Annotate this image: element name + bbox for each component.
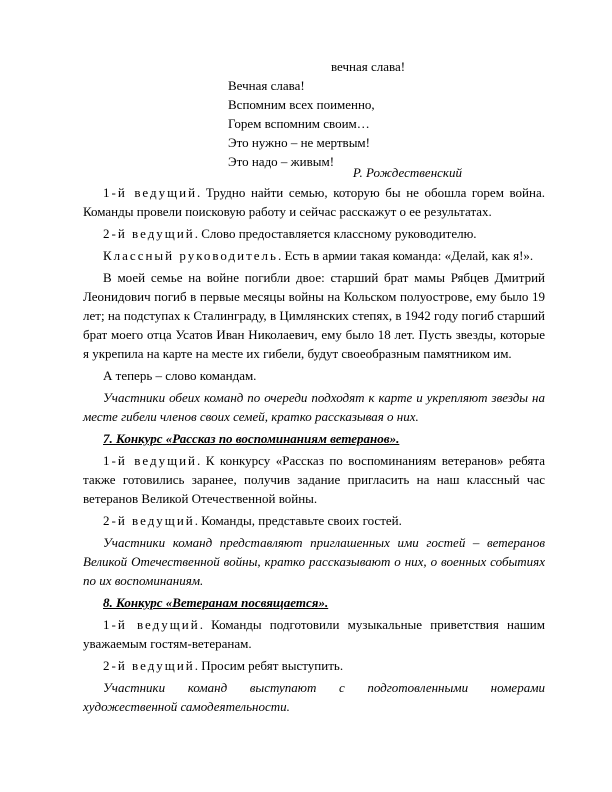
paragraph-text: . Есть в армии такая команда: «Делай, как я!».	[277, 248, 534, 263]
poem-line: Вечная слава!	[228, 78, 305, 93]
paragraph-text: . Команды подготовили музыкальные приветствия нашим уважаемым гостям-ветеранам.	[83, 617, 545, 651]
speaker-label: 1-й ведущий	[103, 185, 198, 200]
speaker-label: 1-й ведущий	[103, 453, 197, 468]
paragraph	[83, 246, 545, 265]
paragraph	[83, 268, 545, 363]
heading-text: 7. Конкурс «Рассказ по воспоминаниям ветеранов».	[103, 431, 400, 446]
stage-direction: Участники команд представляют приглашенных ими гостей – ветеранов Великой Отечественной войны, кратко рассказывают о них, о военных событиях по их воспоминаниям.	[83, 535, 545, 588]
paragraph	[83, 656, 545, 675]
speaker-label: 2-й ведущий	[103, 513, 195, 528]
poem-line: Это надо – живым!	[228, 154, 335, 169]
paragraph-text: . К конкурсу «Рассказ по воспоминаниям ветеранов» ребята также готовились заранее, получив задание пригласить на наш классный час ветеранов Великой Отечественной войны.	[83, 453, 545, 506]
speaker-label: 2-й ведущий	[103, 658, 195, 673]
paragraph	[83, 183, 545, 221]
poem-author: Р. Рождественский	[352, 165, 462, 180]
poem-head-line: вечная слава!	[331, 59, 406, 74]
stage-direction: Участники обеих команд по очереди подходят к карте и укрепляют звезды на месте гибели членов своих семей, кратко рассказывая о них.	[83, 390, 545, 424]
heading-text: 8. Конкурс «Ветеранам посвящается».	[103, 595, 329, 610]
section-heading	[83, 593, 545, 612]
speaker-label: 2-й ведущий	[103, 226, 195, 241]
paragraph-text: . Слово предоставляется классному руководителю.	[194, 226, 477, 241]
paragraph	[83, 451, 545, 508]
stage-direction: Участники команд выступают с подготовленными номерами художественной самодеятельности.	[83, 680, 545, 714]
paragraph-text: . Трудно найти семью, которую бы не обошла горем война. Команды провели поисковую работу и сейчас расскажут о ее результатах.	[83, 185, 545, 219]
paragraph	[83, 511, 545, 530]
poem-line: Вспомним всех поименно,	[228, 97, 375, 112]
poem-line: Горем вспомним своим…	[228, 116, 370, 131]
epigraph-poem	[228, 76, 375, 171]
paragraph-text: . Команды, представьте своих гостей.	[194, 513, 402, 528]
paragraph	[83, 224, 545, 243]
speaker-label: Классный руководитель	[103, 248, 278, 263]
section-heading	[83, 429, 545, 448]
poem-line: Это нужно – не мертвым!	[228, 135, 370, 150]
paragraph-text: А теперь – слово командам.	[103, 368, 257, 383]
paragraph-text: В моей семье на войне погибли двое: старший брат мамы Рябцев Дмитрий Леонидович погиб в первые месяцы войны на Кольском полуострове, ему было 19 лет; на подступах к Сталинграду, в Цимлянских степях, в 1942 году погиб старший брат моего отца Усатов Иван Николаевич, ему было 18 лет. Пусть звезды, которые я укрепила на карте на месте их гибели, будут своеобразным памятником им.	[83, 270, 545, 361]
paragraph	[83, 366, 545, 385]
paragraph-text: . Просим ребят выступить.	[194, 658, 344, 673]
document-body	[83, 183, 545, 719]
paragraph	[83, 615, 545, 653]
speaker-label: 1-й ведущий	[103, 617, 200, 632]
